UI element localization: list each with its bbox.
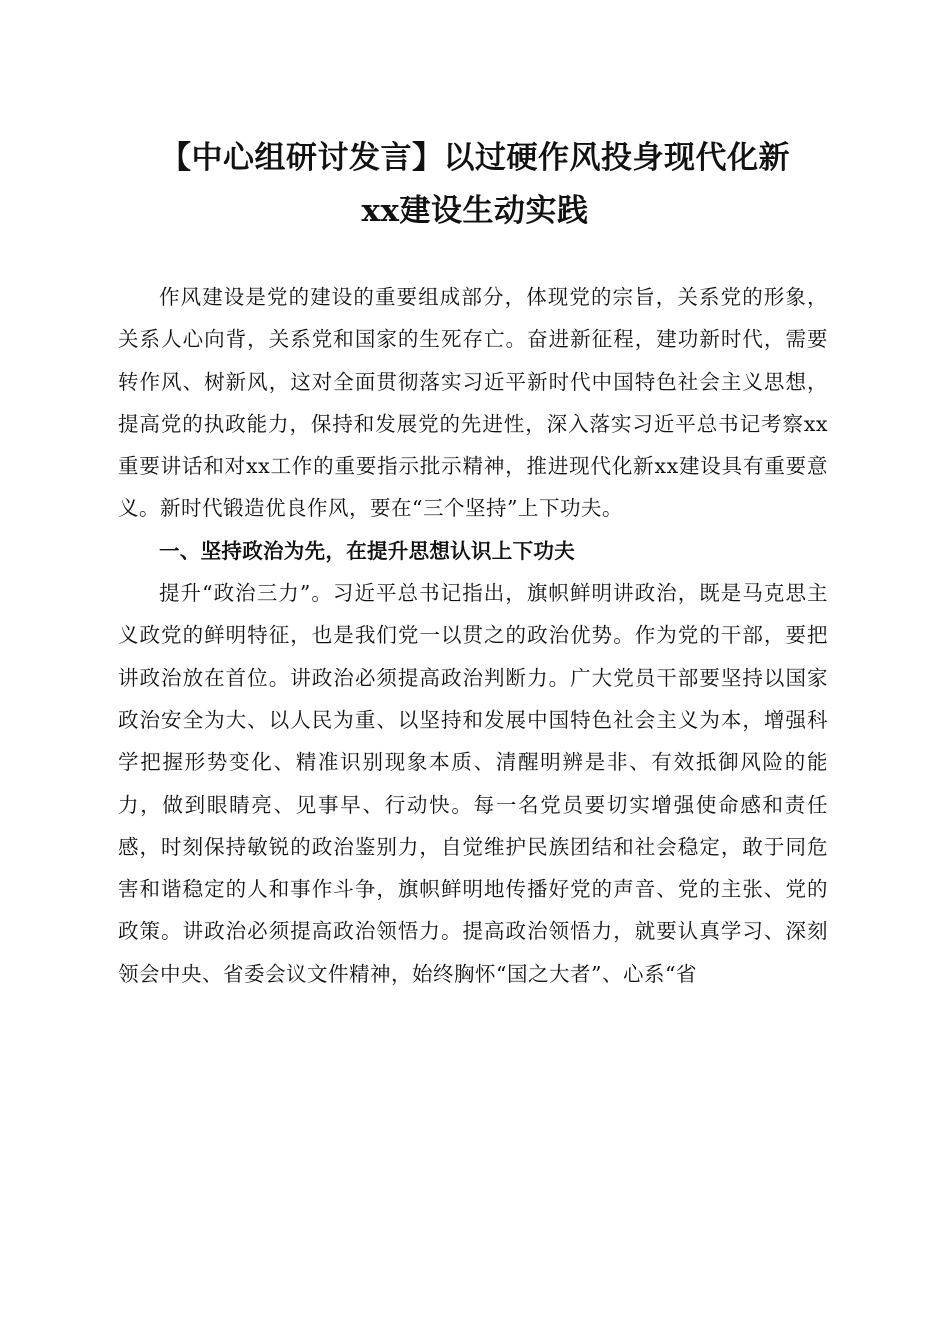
- title-line-1: 【中心组研讨发言】以过硬作风投身现代化新: [160, 140, 790, 176]
- document-body: [118, 276, 828, 995]
- section-1-paragraph: 提升“政治三力”。习近平总书记指出，旗帜鲜明讲政治，既是马克思主义政党的鲜明特征，也是我们党一以贯之的政治优势。作为党的干部，要把讲政治放在首位。讲政治必须提高政治判断力。广大党员干部要坚持以国家政治安全为大、以人民为重、以坚持和发展中国特色社会主义为本，增强科学把握形势变化、精准识别现象本质、清醒明辨是非、有效抵御风险的能力，做到眼睛亮、见事早、行动快。每一名党员要切实增强使命感和责任感，时刻保持敏锐的政治鉴别力，自觉维护民族团结和社会稳定，敢于同危害和谐稳定的人和事作斗争，旗帜鲜明地传播好党的声音、党的主张、党的政策。讲政治必须提高政治领悟力。提高政治领悟力，就要认真学习、深刻领会中央、省委会议文件精神，始终胸怀“国之大者”、心系“省: [118, 581, 828, 986]
- intro-paragraph: 作风建设是党的建设的重要组成部分，体现党的宗旨，关系党的形象，关系人心向背，关系党和国家的生死存亡。奋进新征程，建功新时代，需要转作风、树新风，这对全面贯彻落实习近平新时代中国特色社会主义思想，提高党的执政能力，保持和发展党的先进性，深入落实习近平总书记考察xx重要讲话和对xx工作的重要指示批示精神，推进现代化新xx建设具有重要意义。新时代锻造优良作风，要在“三个坚持”上下功夫。: [118, 285, 828, 521]
- section-heading-1: 一、坚持政治为先，在提升思想认识上下功夫: [159, 538, 575, 563]
- title-line-2: xx建设生动实践: [361, 193, 589, 229]
- document-title: [100, 132, 850, 238]
